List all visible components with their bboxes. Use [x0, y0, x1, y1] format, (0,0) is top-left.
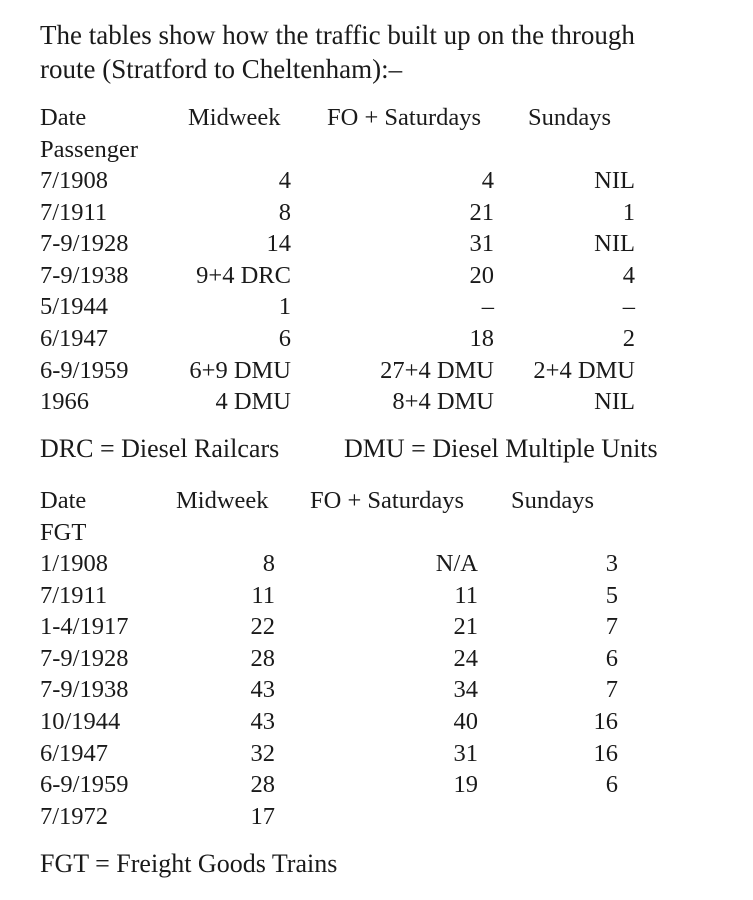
cell-midweek: 8	[262, 550, 275, 577]
cell-date: 6/1947	[40, 325, 109, 352]
cell-sundays: 2	[622, 325, 635, 352]
cell-date: 5/1944	[40, 293, 109, 321]
section-label-passenger: Passenger	[40, 136, 138, 163]
cell-midweek: 28	[250, 644, 275, 672]
cell-midweek: 32	[250, 739, 275, 767]
cell-date: 6-9/1959	[40, 356, 129, 384]
cell-fo-saturdays: 31	[453, 739, 478, 767]
cell-midweek: 14	[266, 230, 291, 258]
intro-line-2: route (Stratford to Cheltenham):–	[40, 54, 403, 84]
cell-fo-saturdays: 27+4 DMU	[380, 356, 494, 384]
cell-sundays: 5	[605, 581, 618, 609]
header-fo-saturdays: FO + Saturdays	[310, 487, 465, 514]
cell-date: 6-9/1959	[40, 771, 129, 799]
cell-midweek: 6	[278, 325, 291, 352]
cell-fo-saturdays: 8+4 DMU	[392, 388, 494, 416]
legend-drc: DRC = Diesel Railcars	[40, 434, 280, 463]
section-label-fgt: FGT	[40, 519, 87, 546]
cell-midweek: 4 DMU	[215, 388, 291, 416]
cell-sundays: 16	[593, 739, 618, 767]
cell-midweek: 1	[278, 293, 291, 321]
cell-fo-saturdays: 21	[469, 198, 494, 226]
cell-date: 6/1947	[40, 739, 109, 767]
header-sundays: Sundays	[528, 104, 612, 131]
cell-sundays: –	[622, 293, 635, 321]
intro-line-1: The tables show how the traffic built up on the through	[40, 20, 635, 50]
cell-date: 1-4/1917	[40, 613, 129, 641]
cell-fo-saturdays: 21	[453, 613, 478, 641]
cell-midweek: 8	[278, 198, 291, 226]
cell-date: 10/1944	[40, 708, 121, 735]
header-midweek: Midweek	[176, 487, 269, 514]
cell-fo-saturdays: 11	[454, 581, 478, 609]
cell-date: 7-9/1928	[40, 644, 129, 672]
legend-fgt: FGT = Freight Goods Trains	[40, 849, 338, 878]
header-midweek: Midweek	[188, 104, 281, 131]
cell-midweek: 11	[251, 581, 275, 609]
cell-midweek: 43	[250, 708, 275, 735]
header-date: Date	[40, 487, 87, 514]
cell-fo-saturdays: 19	[453, 771, 478, 799]
cell-midweek: 28	[250, 771, 275, 799]
cell-sundays: 3	[605, 550, 618, 577]
cell-fo-saturdays: 24	[453, 644, 478, 672]
cell-midweek: 9+4 DRC	[196, 261, 291, 289]
intro-paragraph	[40, 18, 740, 86]
cell-date: 7/1908	[40, 167, 109, 194]
cell-fo-saturdays: 4	[481, 167, 494, 194]
legend-dmu: DMU = Diesel Multiple Units	[344, 434, 658, 463]
header-sundays: Sundays	[511, 487, 595, 514]
cell-midweek: 43	[250, 676, 275, 704]
cell-date: 7-9/1928	[40, 230, 129, 258]
cell-date: 7/1911	[40, 581, 108, 609]
cell-fo-saturdays: N/A	[435, 550, 478, 577]
cell-fo-saturdays: 40	[453, 708, 478, 735]
cell-date: 1/1908	[40, 550, 109, 577]
cell-sundays: 1	[622, 198, 635, 226]
header-fo-saturdays: FO + Saturdays	[327, 104, 482, 131]
cell-sundays: 7	[605, 613, 618, 641]
cell-midweek: 6+9 DMU	[189, 356, 291, 384]
cell-midweek: 17	[250, 802, 275, 830]
cell-sundays: 4	[622, 261, 635, 289]
cell-sundays: 7	[605, 676, 618, 704]
cell-date: 7/1911	[40, 198, 108, 226]
cell-sundays: NIL	[594, 230, 635, 258]
cell-midweek: 4	[278, 167, 291, 194]
cell-date: 7/1972	[40, 802, 109, 830]
cell-sundays: 16	[593, 708, 618, 735]
cell-fo-saturdays: 31	[469, 230, 494, 258]
cell-sundays: 6	[605, 644, 618, 672]
cell-date: 1966	[40, 388, 89, 416]
cell-date: 7-9/1938	[40, 261, 129, 289]
cell-sundays: 6	[605, 771, 618, 799]
cell-sundays: NIL	[594, 388, 635, 416]
cell-fo-saturdays: 34	[453, 676, 478, 704]
cell-fo-saturdays: 20	[469, 261, 494, 289]
cell-sundays: NIL	[594, 167, 635, 194]
cell-fo-saturdays: –	[481, 293, 494, 321]
cell-date: 7-9/1938	[40, 676, 129, 704]
cell-sundays: 2+4 DMU	[533, 356, 635, 384]
cell-midweek: 22	[250, 613, 275, 641]
cell-fo-saturdays: 18	[469, 325, 494, 352]
header-date: Date	[40, 104, 87, 131]
